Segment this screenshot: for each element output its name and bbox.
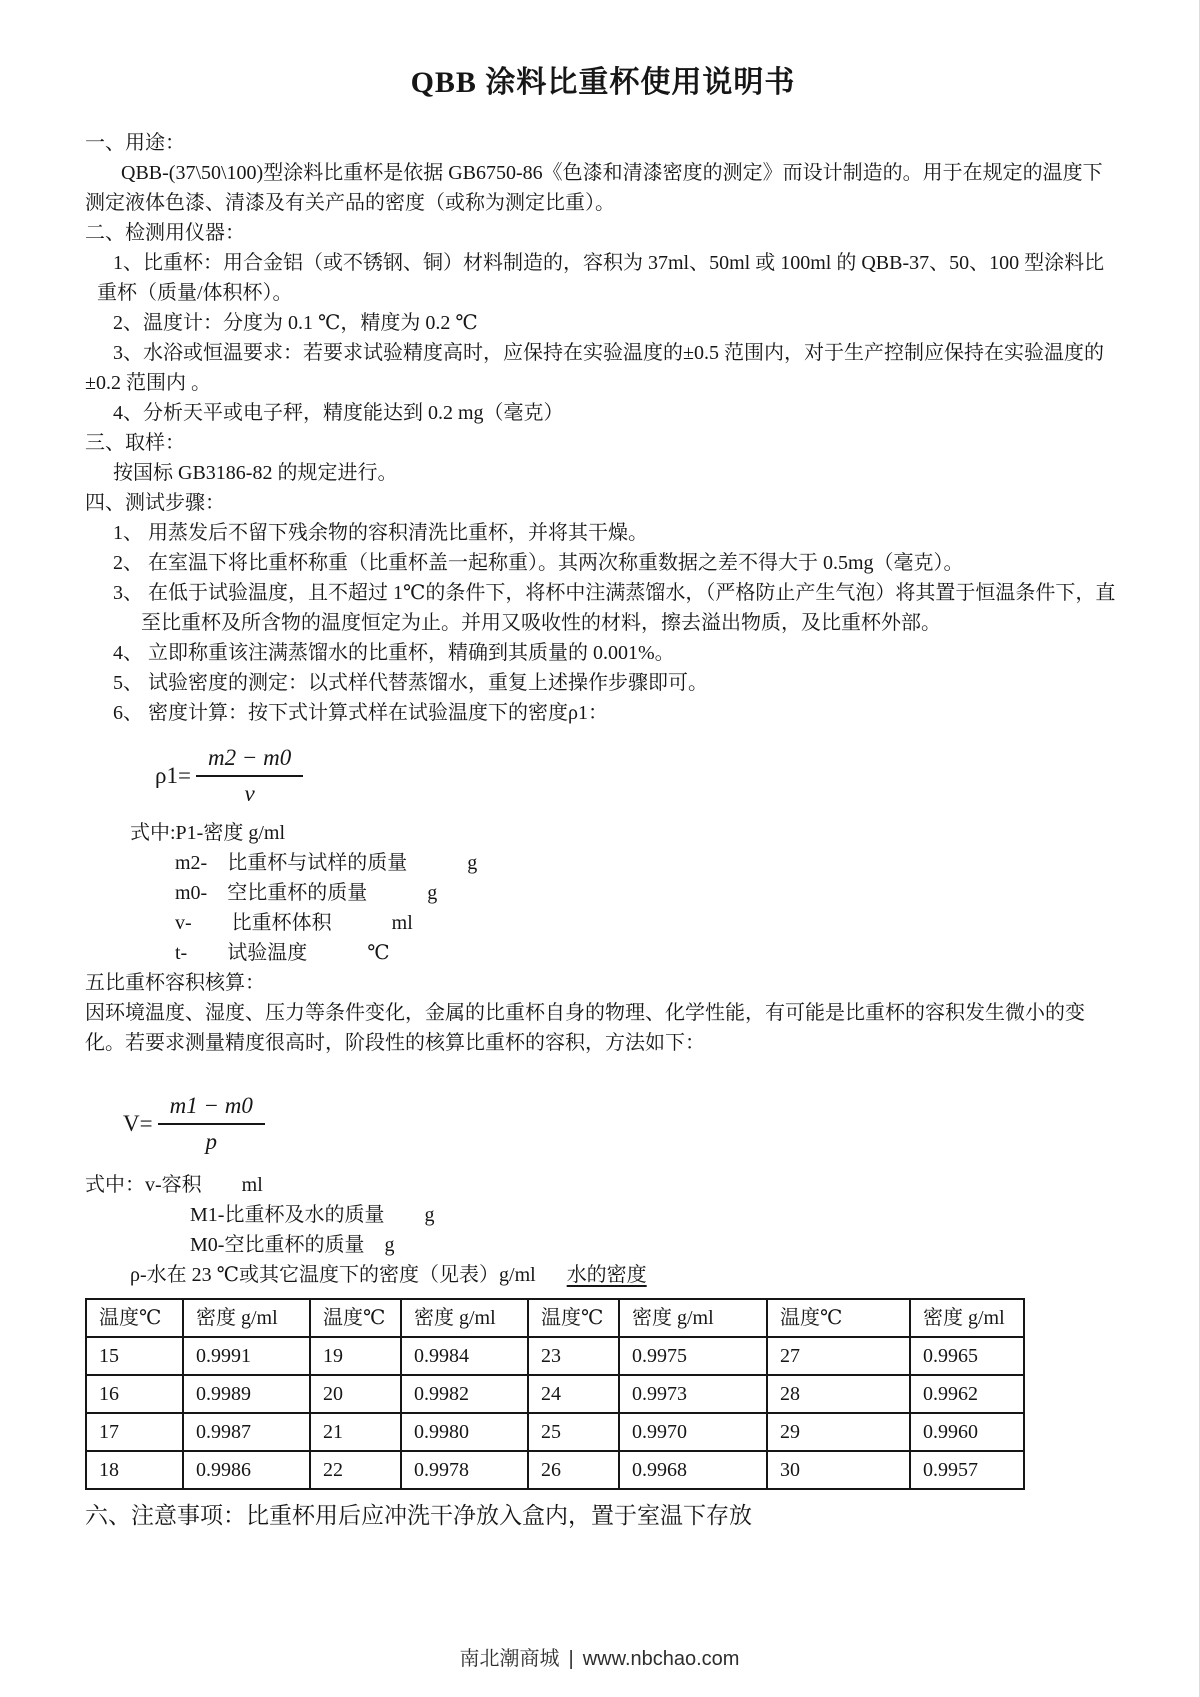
density-formula-fraction (196, 744, 303, 808)
section-1-heading: 一、用途： (85, 132, 185, 154)
table-cell: 0.9970 (619, 1413, 767, 1451)
table-cell: 21 (310, 1413, 401, 1451)
test-step-1: 1、 用蒸发后不留下残余物的容积清洗比重杯，并将其干燥。 (113, 522, 648, 544)
volume-formula (123, 1092, 1121, 1156)
table-cell: 0.9962 (910, 1375, 1024, 1413)
section-2-heading: 二、检测用仪器： (85, 222, 245, 244)
column-header: 温度℃ (528, 1299, 619, 1337)
footer-site-name: 南北潮商城 (459, 1648, 560, 1670)
volume-formula-fraction (158, 1092, 265, 1156)
table-cell: 0.9968 (619, 1451, 767, 1489)
instrument-item-1: 1、比重杯：用合金铝（或不锈钢、铜）材料制造的，容积为 37ml、50ml 或 100ml 的 QBB-37、50、100 型涂料比重杯（质量/体积杯）。 (97, 252, 1105, 304)
table-cell: 0.9957 (910, 1451, 1024, 1489)
table-cell: 0.9989 (183, 1375, 310, 1413)
table-cell: 0.9975 (619, 1337, 767, 1375)
section-6-note: 六、注意事项：比重杯用后应冲洗干净放入盒内，置于室温下存放 (85, 1503, 752, 1528)
page-footer (0, 1642, 1199, 1671)
density-def-v: v- 比重杯体积 ml (175, 912, 413, 934)
footer-url: www.nbchao.com (582, 1648, 740, 1670)
density-formula-numerator: m2 − m0 (196, 744, 303, 777)
volume-formula-denominator: p (205, 1129, 217, 1154)
table-cell: 22 (310, 1451, 401, 1489)
table-cell: 25 (528, 1413, 619, 1451)
section-5-paragraph: 因环境温度、湿度、压力等条件变化，金属的比重杯自身的物理、化学性能，有可能是比重杯的容积发生微小的变化。若要求测量精度很高时，阶段性的核算比重杯的容积，方法如下： (85, 1002, 1085, 1054)
table-header-row (86, 1299, 1024, 1337)
test-step-3: 3、 在低于试验温度，且不超过 1℃的条件下，将杯中注满蒸馏水，（严格防止产生气泡）将其置于恒温条件下，直至比重杯及所含物的温度恒定为止。并用又吸收性的材料，擦去溢出物质，及比重杯外部。 (113, 582, 1116, 634)
table-cell: 20 (310, 1375, 401, 1413)
table-cell: 30 (767, 1451, 910, 1489)
footer-separator: | (568, 1648, 574, 1670)
volume-defs-intro: 式中：v-容积 ml (85, 1174, 263, 1196)
section-3-heading: 三、取样： (85, 432, 185, 454)
density-formula (155, 744, 1121, 808)
table-cell: 27 (767, 1337, 910, 1375)
column-header: 密度 g/ml (910, 1299, 1024, 1337)
table-cell: 23 (528, 1337, 619, 1375)
instrument-item-4: 4、分析天平或电子秤，精度能达到 0.2 mg（毫克） (113, 402, 564, 424)
volume-def-m1: M1-比重杯及水的质量 g (190, 1204, 435, 1226)
table-cell: 0.9984 (401, 1337, 528, 1375)
table-cell: 0.9978 (401, 1451, 528, 1489)
instrument-item-2: 2、温度计：分度为 0.1 ℃，精度为 0.2 ℃ (113, 312, 478, 334)
table-row (86, 1451, 1024, 1489)
table-cell: 0.9960 (910, 1413, 1024, 1451)
test-step-6: 6、 密度计算：按下式计算式样在试验温度下的密度ρ1： (113, 702, 608, 724)
table-cell: 16 (86, 1375, 183, 1413)
table-cell: 18 (86, 1451, 183, 1489)
column-header: 温度℃ (767, 1299, 910, 1337)
page-title: QBB 涂料比重杯使用说明书 (410, 66, 796, 99)
test-step-5: 5、 试验密度的测定：以式样代替蒸馏水，重复上述操作步骤即可。 (113, 672, 708, 694)
table-cell: 28 (767, 1375, 910, 1413)
section-4-heading: 四、测试步骤： (85, 492, 225, 514)
instrument-item-3: 3、水浴或恒温要求：若要求试验精度高时，应保持在实验温度的±0.5 范围内，对于生产控制应保持在实验温度的±0.2 范围内 。 (85, 342, 1104, 394)
column-header: 密度 g/ml (401, 1299, 528, 1337)
table-cell: 0.9991 (183, 1337, 310, 1375)
table-cell: 24 (528, 1375, 619, 1413)
table-cell: 19 (310, 1337, 401, 1375)
density-def-t: t- 试验温度 ℃ (175, 942, 390, 964)
table-row (86, 1413, 1024, 1451)
table-cell: 17 (86, 1413, 183, 1451)
table-cell: 0.9973 (619, 1375, 767, 1413)
section-3-paragraph: 按国标 GB3186-82 的规定进行。 (113, 462, 398, 484)
volume-formula-lhs: V= (123, 1111, 153, 1136)
water-density-table (85, 1298, 1025, 1490)
density-formula-lhs: ρ1= (155, 763, 191, 788)
column-header: 密度 g/ml (619, 1299, 767, 1337)
table-row (86, 1375, 1024, 1413)
column-header: 温度℃ (86, 1299, 183, 1337)
section-1-paragraph: QBB-(37\50\100)型涂料比重杯是依据 GB6750-86《色漆和清漆密度的测定》而设计制造的。用于在规定的温度下测定液体色漆、清漆及有关产品的密度（或称为测定比重）。 (85, 162, 1103, 214)
density-def-m0: m0- 空比重杯的质量 g (175, 882, 438, 904)
table-cell: 0.9982 (401, 1375, 528, 1413)
volume-formula-numerator: m1 − m0 (158, 1092, 265, 1125)
rho-definition-text: ρ-水在 23 ℃或其它温度下的密度（见表）g/ml (130, 1264, 536, 1286)
table-cell: 0.9987 (183, 1413, 310, 1451)
table-cell: 0.9986 (183, 1451, 310, 1489)
volume-def-m0: M0-空比重杯的质量 g (190, 1234, 395, 1256)
water-density-label: 水的密度 (566, 1264, 647, 1286)
table-cell: 15 (86, 1337, 183, 1375)
column-header: 密度 g/ml (183, 1299, 310, 1337)
column-header: 温度℃ (310, 1299, 401, 1337)
table-row (86, 1337, 1024, 1375)
test-step-2: 2、 在室温下将比重杯称重（比重杯盖一起称重）。其两次称重数据之差不得大于 0.5mg（毫克）。 (113, 552, 964, 574)
table-cell: 29 (767, 1413, 910, 1451)
water-density-reference-line (85, 1260, 1121, 1290)
table-cell: 0.9980 (401, 1413, 528, 1451)
density-defs-intro: 式中:P1-密度 g/ml (130, 822, 286, 844)
test-step-4: 4、 立即称重该注满蒸馏水的比重杯，精确到其质量的 0.001%。 (113, 642, 675, 664)
density-def-m2: m2- 比重杯与试样的质量 g (175, 852, 478, 874)
table-cell: 0.9965 (910, 1337, 1024, 1375)
density-formula-denominator: v (244, 781, 255, 806)
section-5-heading: 五比重杯容积核算： (85, 972, 265, 994)
table-cell: 26 (528, 1451, 619, 1489)
